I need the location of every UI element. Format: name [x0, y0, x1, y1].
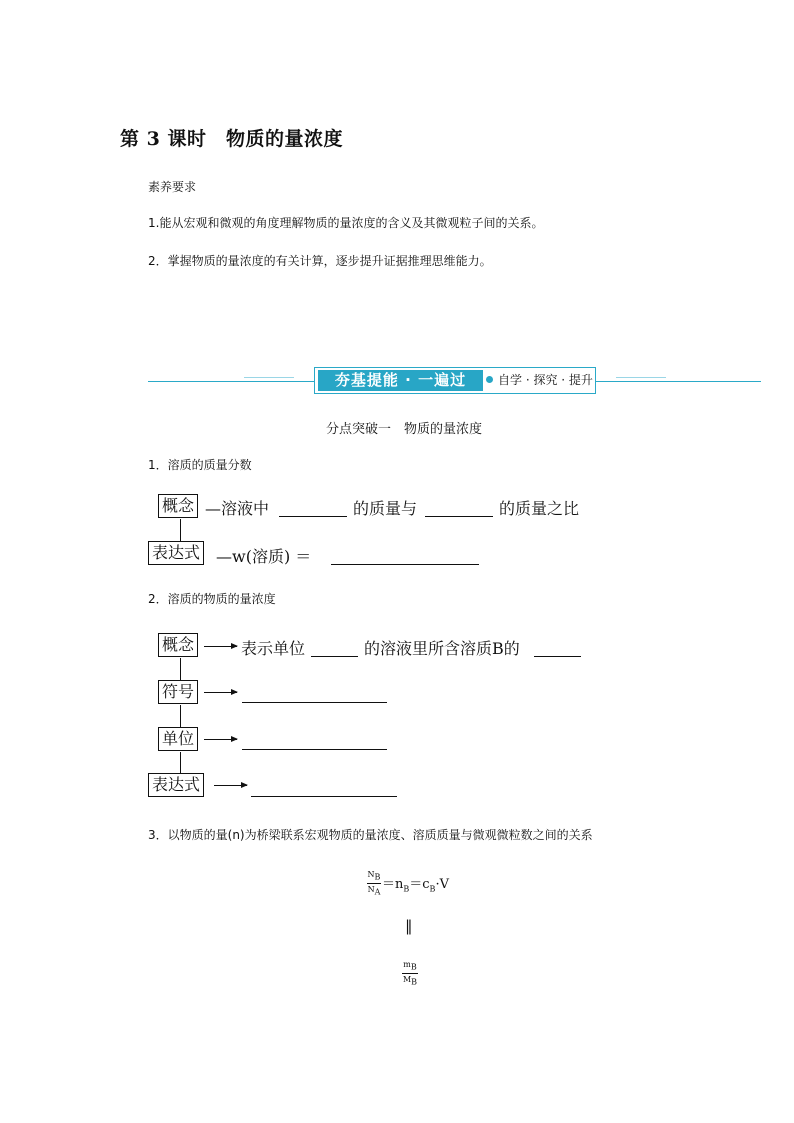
part1-concept-text-a: —溶液中 — [205, 499, 270, 518]
part1-blank-3[interactable] — [331, 564, 479, 565]
part1-concept-text-b: 的质量与 — [353, 499, 418, 518]
part2-expr-arrow — [214, 785, 247, 786]
part1-blank-2[interactable] — [425, 516, 493, 517]
banner-rule-right — [594, 381, 761, 382]
frac2-num-sub: B — [410, 962, 417, 972]
part1-expr-text: —w(溶质) ＝ — [216, 547, 312, 566]
part2-connector-3 — [180, 752, 181, 773]
part3-heading: 3．以物质的量(n)为桥梁联系宏观物质的量浓度、溶质质量与微观微粒数之间的关系 — [148, 828, 593, 842]
fraction-nb-na — [367, 870, 381, 896]
part2-connector-2 — [180, 705, 181, 727]
part2-blank-2[interactable] — [534, 656, 581, 657]
part2-concept-text-b: 的溶液里所含溶质B的 — [364, 639, 520, 658]
eq-cb-sub: B — [429, 884, 436, 894]
eq-v: ·V — [435, 877, 449, 892]
part1-connector — [180, 519, 181, 541]
page-title: 第 3 课时 物质的量浓度 — [120, 128, 343, 150]
part2-symbol-box: 符号 — [158, 680, 198, 704]
fraction-mb-Mb — [402, 960, 418, 986]
eq-nb: ＝n — [382, 877, 404, 892]
section-banner — [314, 367, 596, 394]
part2-concept-text-a: 表示单位 — [241, 639, 306, 658]
requirements-heading: 素养要求 — [148, 180, 197, 194]
banner-rule-right-accent — [616, 377, 666, 378]
frac2-num: m — [403, 960, 411, 969]
frac1-num: N — [367, 870, 375, 879]
parallel-symbol: ‖ — [405, 917, 413, 935]
banner-subtitle: 自学 · 探究 · 提升 — [498, 373, 593, 387]
part1-concept-text-c: 的质量之比 — [499, 499, 580, 518]
part2-symbol-arrow — [204, 692, 237, 693]
banner-label: 夯基提能 · 一遍过 — [318, 370, 483, 391]
part2-expr-box: 表达式 — [148, 773, 204, 797]
part2-blank-1[interactable] — [311, 656, 358, 657]
part2-concept-arrow — [204, 646, 237, 647]
requirement-item-1: 1.能从宏观和微观的角度理解物质的量浓度的含义及其微观粒子间的关系。 — [148, 216, 544, 230]
part1-concept-box: 概念 — [158, 494, 198, 518]
frac2-den: M — [402, 974, 412, 984]
frac1-num-sub: B — [374, 872, 381, 882]
frac1-den-sub: A — [374, 887, 381, 897]
banner-dot-icon — [486, 376, 493, 383]
eq-cb: ＝c — [409, 877, 430, 892]
requirement-item-2: 2．掌握物质的量浓度的有关计算，逐步提升证据推理思维能力。 — [148, 254, 492, 268]
part2-unit-arrow — [204, 739, 237, 740]
part1-expr-box: 表达式 — [148, 541, 204, 565]
part1-heading: 1．溶质的质量分数 — [148, 458, 252, 472]
banner-rule-left — [148, 381, 314, 382]
banner-rule-left-accent — [244, 377, 294, 378]
part2-blank-unit[interactable] — [242, 749, 387, 750]
part2-unit-box: 单位 — [158, 727, 198, 751]
part2-blank-symbol[interactable] — [242, 702, 387, 703]
formula-equation — [382, 873, 449, 894]
frac2-den-sub: B — [411, 977, 418, 987]
frac1-den: N — [367, 884, 375, 894]
part2-blank-expr[interactable] — [251, 796, 397, 797]
part1-blank-1[interactable] — [279, 516, 347, 517]
part2-heading: 2．溶质的物质的量浓度 — [148, 592, 276, 606]
part2-concept-box: 概念 — [158, 633, 198, 657]
eq-nb-sub: B — [403, 884, 410, 894]
part2-connector-1 — [180, 658, 181, 680]
section-title: 分点突破一 物质的量浓度 — [326, 422, 483, 437]
